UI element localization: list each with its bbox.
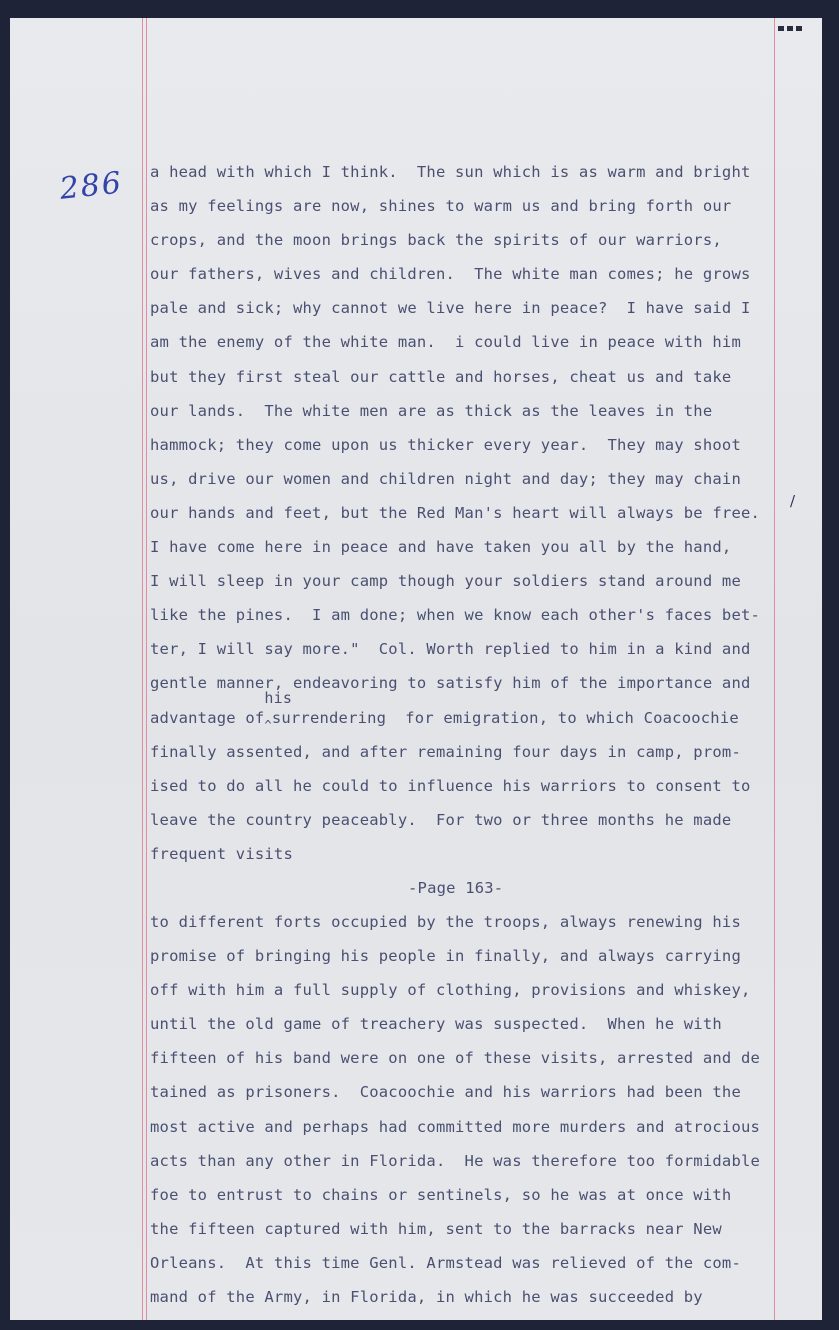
insertion-mark [264,688,293,742]
text-block-bottom [150,905,800,1314]
text-line: until the old game of treachery was suspected. When he with [150,1015,722,1034]
typewritten-text [150,155,800,1314]
text-block-middle [150,735,800,871]
insertion-after: surrendering for emigration, to which Coacoochie [271,708,739,727]
left-margin-line-outer [142,18,143,1320]
text-line: mand of the Army, in Florida, in which he was succeeded by [150,1288,703,1306]
text-line: our hands and feet, but the Red Man's heart will always be free. [150,503,761,522]
text-line: us, drive our women and children night and day; they may chain [150,469,741,488]
insertion-caret: ^ [264,717,272,732]
stray-pencil-mark: / [790,492,796,510]
text-line: Orleans. At this time Genl. Armstead was relieved of the com- [150,1253,741,1272]
text-line: ter, I will say more." Col. Worth replied to him in a kind and [150,640,751,659]
text-line: our lands. The white men are as thick as the leaves in the [150,401,713,420]
handwritten-page-number: 286 [58,165,125,207]
text-line: hammock; they come upon us thicker every year. They may shoot [150,435,741,454]
text-line: the fifteen captured with him, sent to the barracks near New [150,1219,722,1238]
text-line: leave the country peaceably. For two or three months he made [150,810,732,829]
text-line: like the pines. I am done; when we know each other's faces bet- [150,606,761,625]
text-line: off with him a full supply of clothing, provisions and whiskey, [150,981,751,1000]
text-block-top [150,155,800,701]
text-line: I will sleep in your camp though your soldiers stand around me [150,572,741,591]
text-line: to different forts occupied by the troops, always renewing his [150,912,741,931]
insertion-before: advantage of [150,708,265,727]
text-line: pale and sick; why cannot we live here in peace? I have said I [150,299,751,318]
inserted-word: his [264,688,293,707]
text-line-with-insertion [150,688,800,735]
text-line: crops, and the moon brings back the spirits of our warriors, [150,231,722,250]
left-margin-line-inner [146,18,147,1320]
text-line: as my feelings are now, shines to warm us and bring forth our [150,197,732,216]
text-line: promise of bringing his people in finally, and always carrying [150,947,741,966]
text-line: fifteen of his band were on one of these visits, arrested and de [150,1049,761,1068]
text-line: tained as prisoners. Coacoochie and his warriors had been the [150,1083,741,1102]
text-line: frequent visits [150,844,293,863]
text-line: am the enemy of the white man. i could live in peace with him [150,333,741,352]
text-line: our fathers, wives and children. The white man comes; he grows [150,265,751,284]
text-line: but they first steal our cattle and horses, cheat us and take [150,367,732,386]
text-line: a head with which I think. The sun which is as warm and bright [150,163,751,181]
text-line: I have come here in peace and have taken you all by the hand, [150,538,732,557]
text-line: foe to entrust to chains or sentinels, so he was at once with [150,1185,732,1204]
text-line: ised to do all he could to influence his warriors to consent to [150,776,751,795]
text-line: most active and perhaps had committed more murders and atrocious [150,1117,761,1136]
page-marker: -Page 163- [408,878,504,897]
text-line: acts than any other in Florida. He was therefore too formidable [150,1151,761,1170]
text-line: gentle manner, endeavoring to satisfy him of the importance and [150,674,751,693]
text-line: finally assented, and after remaining four days in camp, prom- [150,742,741,761]
punch-holes [778,18,818,24]
